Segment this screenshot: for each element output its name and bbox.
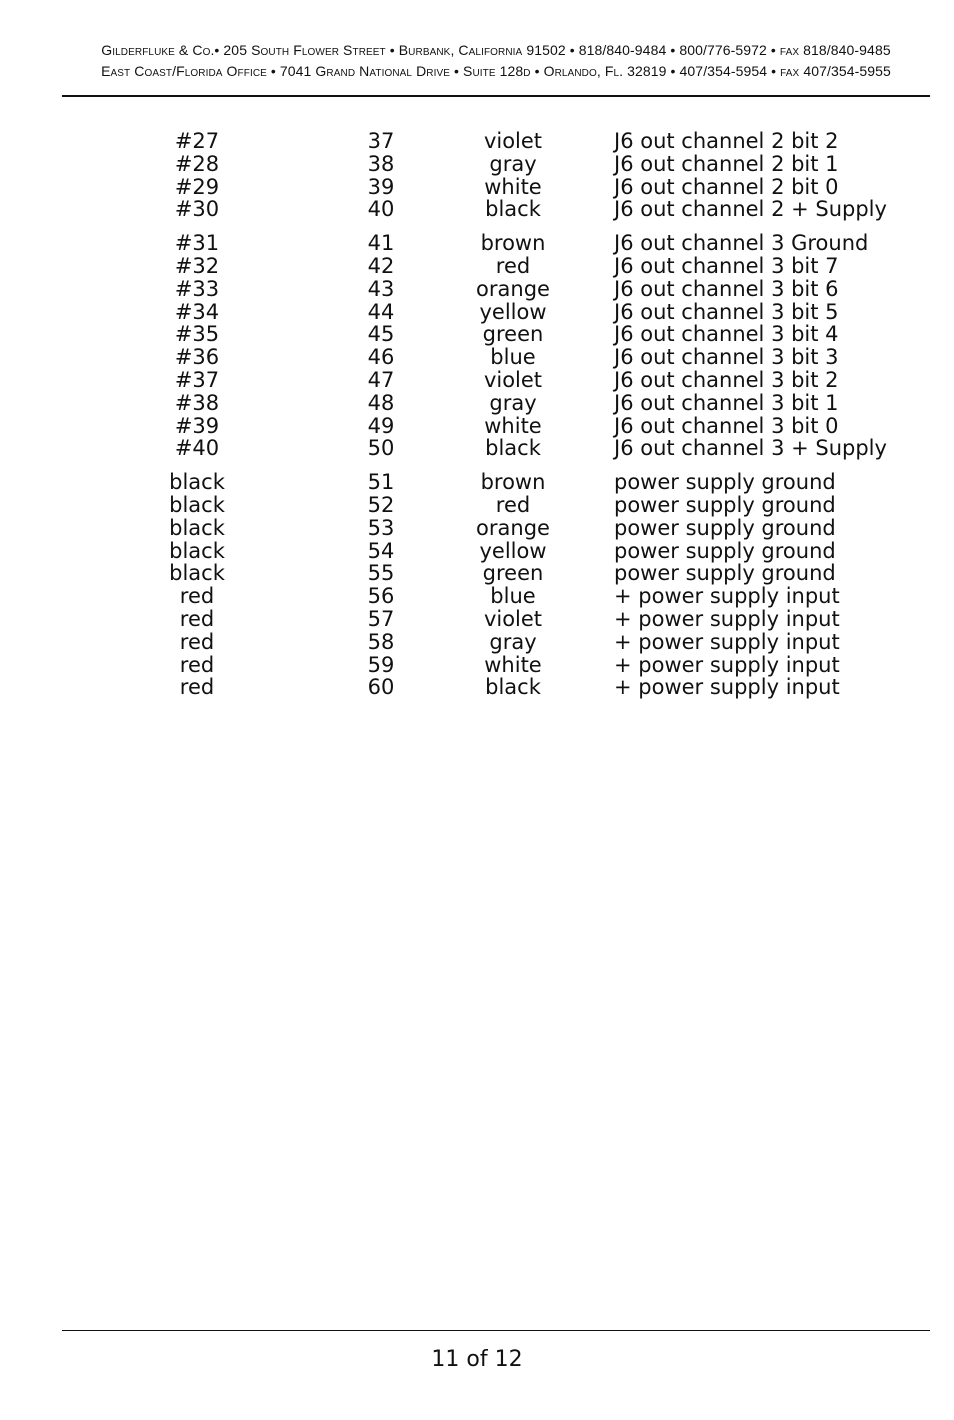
pin-function: J6 out channel 3 bit 5 [614,299,839,324]
pin-number: 42 [367,253,395,278]
pin-number: 45 [367,322,395,347]
header-divider [62,95,930,97]
table-row [0,517,954,540]
pin-group [0,471,954,699]
pin-number: 49 [367,413,395,438]
pin-number: 54 [367,538,395,563]
pin-function: J6 out channel 2 bit 2 [614,129,839,153]
wire-color: green [482,322,544,347]
table-row [0,676,954,699]
pin-function: J6 out channel 3 Ground [614,231,869,256]
pin-number: 59 [367,652,395,677]
pin-function: + power supply input [614,584,840,609]
pin-function: + power supply input [614,606,840,631]
footer-divider [62,1330,930,1331]
table-row [0,562,954,585]
wire-color: brown [480,470,546,495]
pin-function: J6 out channel 3 bit 3 [614,345,839,370]
table-row [0,415,954,438]
pin-number: 43 [367,276,395,301]
table-row [0,198,954,221]
pin-function: + power supply input [614,652,840,677]
table-row [0,323,954,346]
pin-function: J6 out channel 3 bit 1 [614,390,839,415]
wire-color: orange [476,276,550,301]
wire-label: red [179,652,215,677]
wire-color: violet [483,367,543,392]
pin-function: J6 out channel 2 + Supply [614,197,887,222]
wire-label: black [169,561,225,586]
pin-function: power supply ground [614,492,836,517]
pin-function: J6 out channel 3 bit 0 [614,413,839,438]
wire-color: red [495,253,531,278]
pin-function: power supply ground [614,538,836,563]
table-row [0,437,954,460]
pin-function: J6 out channel 3 bit 4 [614,322,839,347]
table-row [0,540,954,563]
pin-number: 60 [367,675,395,700]
wire-color: black [485,675,541,700]
table-row [0,471,954,494]
table-row [0,255,954,278]
pin-number: 56 [367,584,395,609]
pin-number: 40 [367,197,395,222]
table-row [0,369,954,392]
page-header [62,40,930,82]
table-row [0,278,954,301]
pin-function: J6 out channel 3 + Supply [614,436,887,461]
table-row [0,585,954,608]
wire-color: black [485,197,541,222]
wire-label: #33 [174,276,220,301]
wire-label: black [169,515,225,540]
wire-color: gray [489,390,537,415]
pin-number: 47 [367,367,395,392]
table-row [0,153,954,176]
pin-number: 38 [367,151,395,176]
pin-number: 50 [367,436,395,461]
wire-label: #28 [174,151,220,176]
wire-color: green [482,561,544,586]
wire-label: #38 [174,390,220,415]
table-row [0,176,954,199]
table-row [0,392,954,415]
pinout-table [0,130,954,710]
pin-number: 52 [367,492,395,517]
table-row [0,301,954,324]
pin-function: J6 out channel 3 bit 7 [614,253,839,278]
wire-label: #36 [174,345,220,370]
pin-function: power supply ground [614,515,836,540]
pin-number: 53 [367,515,395,540]
table-row [0,232,954,255]
pin-function: J6 out channel 2 bit 1 [614,151,839,176]
page-number: 11 of 12 [431,1347,523,1372]
wire-label: red [179,675,215,700]
wire-color: orange [476,515,550,540]
pin-group [0,130,954,221]
wire-color: blue [490,584,536,609]
wire-color: red [495,492,531,517]
wire-color: gray [489,151,537,176]
pin-function: J6 out channel 3 bit 6 [614,276,839,301]
wire-label: #35 [174,322,220,347]
wire-color: white [484,413,542,438]
wire-label: black [169,492,225,517]
wire-label: #30 [174,197,220,222]
wire-label: #40 [174,436,220,461]
wire-label: black [169,470,225,495]
table-row [0,130,954,153]
wire-label: #37 [174,367,220,392]
wire-label: red [179,606,215,631]
pin-number: 48 [367,390,395,415]
pin-number: 41 [367,231,395,256]
pin-group [0,232,954,460]
pin-number: 55 [367,561,395,586]
wire-color: gray [489,629,537,654]
table-row [0,346,954,369]
wire-label: red [179,629,215,654]
table-row [0,631,954,654]
header-line-east-coast-office: East Coast/Florida Office • 7041 Grand National Drive • Suite 128d • Orlando, Fl. 32819 • 407/354-5954 • fax 407/354-5955 [101,63,891,79]
wire-label: #27 [174,129,220,153]
wire-color: blue [490,345,536,370]
pin-number: 46 [367,345,395,370]
pin-function: power supply ground [614,470,836,495]
wire-color: yellow [479,538,547,563]
pin-number: 44 [367,299,395,324]
wire-label: #34 [174,299,220,324]
wire-color: violet [483,129,543,153]
wire-color: violet [483,606,543,631]
table-row [0,608,954,631]
wire-color: black [485,436,541,461]
wire-color: yellow [479,299,547,324]
wire-label: black [169,538,225,563]
pin-function: + power supply input [614,675,840,700]
pin-number: 57 [367,606,395,631]
header-line-main-office: Gilderfluke & Co.• 205 South Flower Street • Burbank, California 91502 • 818/840-9484 • 800/776-5972 • fax 818/840-9485 [101,42,891,58]
wire-label: #39 [174,413,220,438]
pin-number: 51 [367,470,395,495]
pin-function: power supply ground [614,561,836,586]
pin-function: J6 out channel 3 bit 2 [614,367,839,392]
wire-color: white [484,652,542,677]
table-row [0,494,954,517]
pin-number: 37 [367,129,395,153]
pin-number: 39 [367,174,395,199]
wire-label: #31 [174,231,220,256]
pin-function: + power supply input [614,629,840,654]
wire-color: brown [480,231,546,256]
wire-label: #29 [174,174,220,199]
wire-label: #32 [174,253,220,278]
pin-number: 58 [367,629,395,654]
wire-color: white [484,174,542,199]
wire-label: red [179,584,215,609]
table-row [0,654,954,677]
pin-function: J6 out channel 2 bit 0 [614,174,839,199]
